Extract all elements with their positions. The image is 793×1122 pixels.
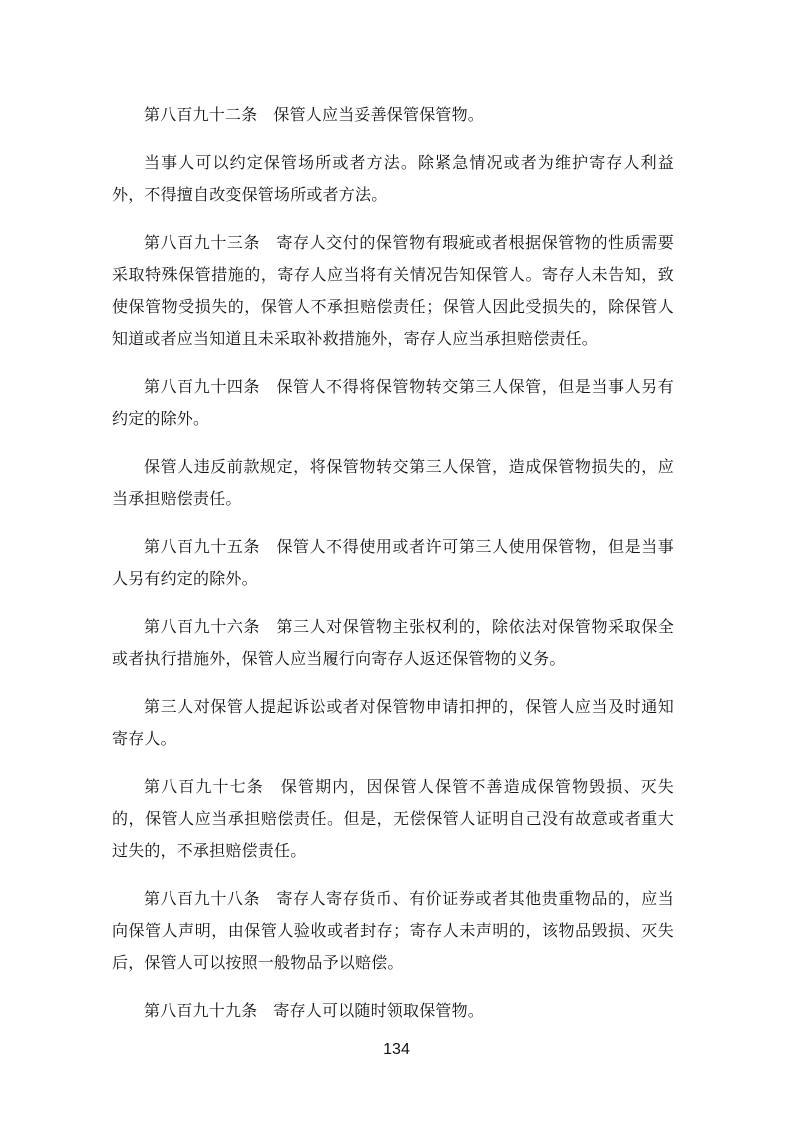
article-number: 第八百九十四条 bbox=[144, 377, 261, 396]
article-text: 寄存人可以随时领取保管物。 bbox=[273, 1001, 485, 1020]
article-number: 第八百九十八条 bbox=[144, 889, 261, 908]
clause-text: 当事人可以约定保管场所或者方法。除紧急情况或者为维护寄存人利益外，不得擅自改变保管场所或者方法。 bbox=[112, 153, 674, 204]
article-893-paragraph bbox=[112, 227, 674, 355]
page-number: 134 bbox=[383, 1041, 410, 1058]
article-898-paragraph bbox=[112, 883, 674, 979]
article-number: 第八百九十七条 bbox=[144, 777, 264, 796]
article-text: 保管期内，因保管人保管不善造成保管物毁损、灭失的，保管人应当承担赔偿责任。但是，无偿保管人证明自己没有故意或者重大过失的，不承担赔偿责任。 bbox=[112, 777, 674, 860]
article-899-paragraph bbox=[112, 995, 674, 1027]
clause-text: 保管人违反前款规定，将保管物转交第三人保管，造成保管物损失的，应当承担赔偿责任。 bbox=[112, 457, 674, 508]
article-896-paragraph bbox=[112, 611, 674, 675]
article-text: 寄存人交付的保管物有瑕疵或者根据保管物的性质需要采取特殊保管措施的，寄存人应当将有关情况告知保管人。寄存人未告知，致使保管物受损失的，保管人不承担赔偿责任；保管人因此受损失的，除保管人知道或者应当知道且未采取补救措施外，寄存人应当承担赔偿责任。 bbox=[112, 233, 674, 348]
article-897-paragraph bbox=[112, 771, 674, 867]
article-text: 保管人不得使用或者许可第三人使用保管物，但是当事人另有约定的除外。 bbox=[112, 537, 674, 588]
article-892-clause-2 bbox=[112, 147, 674, 211]
article-text: 保管人不得将保管物转交第三人保管，但是当事人另有约定的除外。 bbox=[112, 377, 674, 428]
article-text: 保管人应当妥善保管保管物。 bbox=[273, 105, 485, 124]
article-number: 第八百九十二条 bbox=[144, 105, 258, 124]
article-number: 第八百九十九条 bbox=[144, 1001, 258, 1020]
article-894-clause-2 bbox=[112, 451, 674, 515]
article-896-clause-2 bbox=[112, 691, 674, 755]
article-number: 第八百九十三条 bbox=[144, 233, 261, 252]
article-number: 第八百九十五条 bbox=[144, 537, 261, 556]
article-number: 第八百九十六条 bbox=[144, 617, 261, 636]
article-895-paragraph bbox=[112, 531, 674, 595]
article-894-paragraph bbox=[112, 371, 674, 435]
body-text bbox=[112, 99, 674, 1043]
article-892-paragraph bbox=[112, 99, 674, 131]
article-text: 寄存人寄存货币、有价证券或者其他贵重物品的，应当向保管人声明，由保管人验收或者封存；寄存人未声明的，该物品毁损、灭失后，保管人可以按照一般物品予以赔偿。 bbox=[112, 889, 674, 972]
article-text: 第三人对保管物主张权利的，除依法对保管物采取保全或者执行措施外，保管人应当履行向寄存人返还保管物的义务。 bbox=[112, 617, 674, 668]
clause-text: 第三人对保管人提起诉讼或者对保管物申请扣押的，保管人应当及时通知寄存人。 bbox=[112, 697, 674, 748]
